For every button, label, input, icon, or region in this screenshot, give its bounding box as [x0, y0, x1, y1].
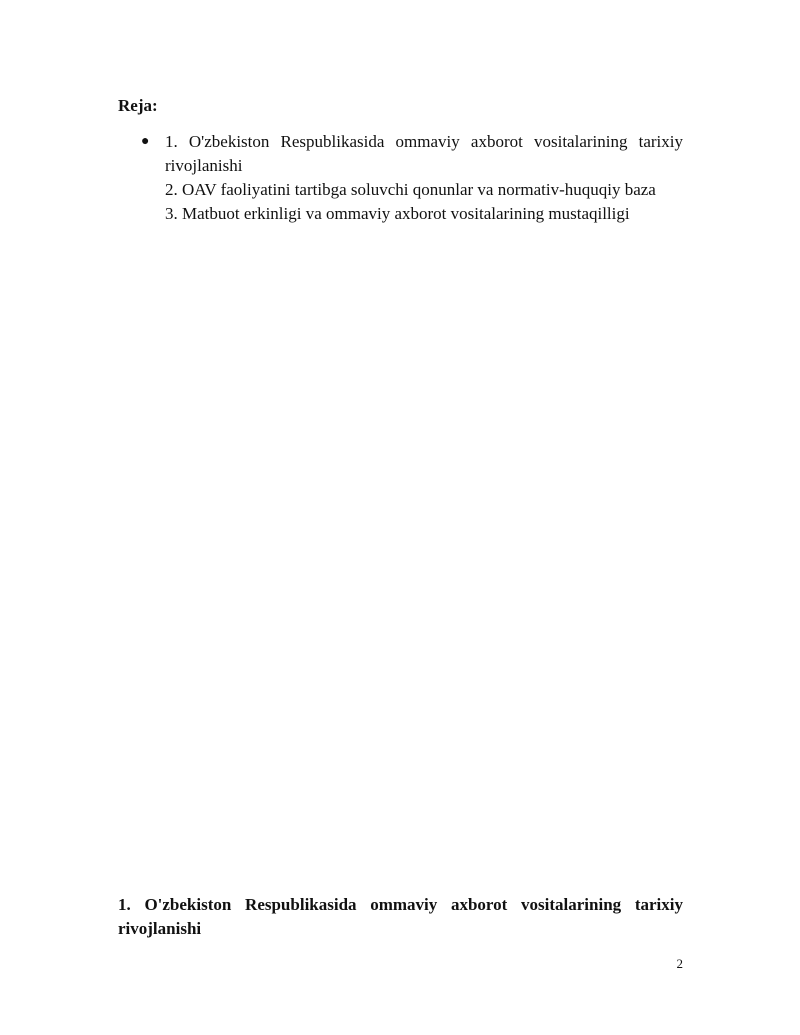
bullet-icon: ● [141, 134, 150, 149]
page-number: 2 [676, 956, 683, 971]
plan-list [118, 130, 683, 226]
plan-item-1: 1. O'zbekiston Respublikasida ommaviy axborot vositalarining tarixiy rivojlanishi [165, 132, 683, 175]
plan-list-item [118, 130, 683, 226]
plan-item-3: 3. Matbuot erkinligi va ommaviy axborot vositalarining mustaqilligi [165, 204, 630, 223]
plan-item-2: 2. OAV faoliyatini tartibga soluvchi qonunlar va normativ-huquqiy baza [165, 180, 656, 199]
plan-title: Reja: [118, 96, 158, 115]
section-heading: 1. O'zbekiston Respublikasida ommaviy axborot vositalarining tarixiy rivojlanishi [118, 895, 683, 938]
